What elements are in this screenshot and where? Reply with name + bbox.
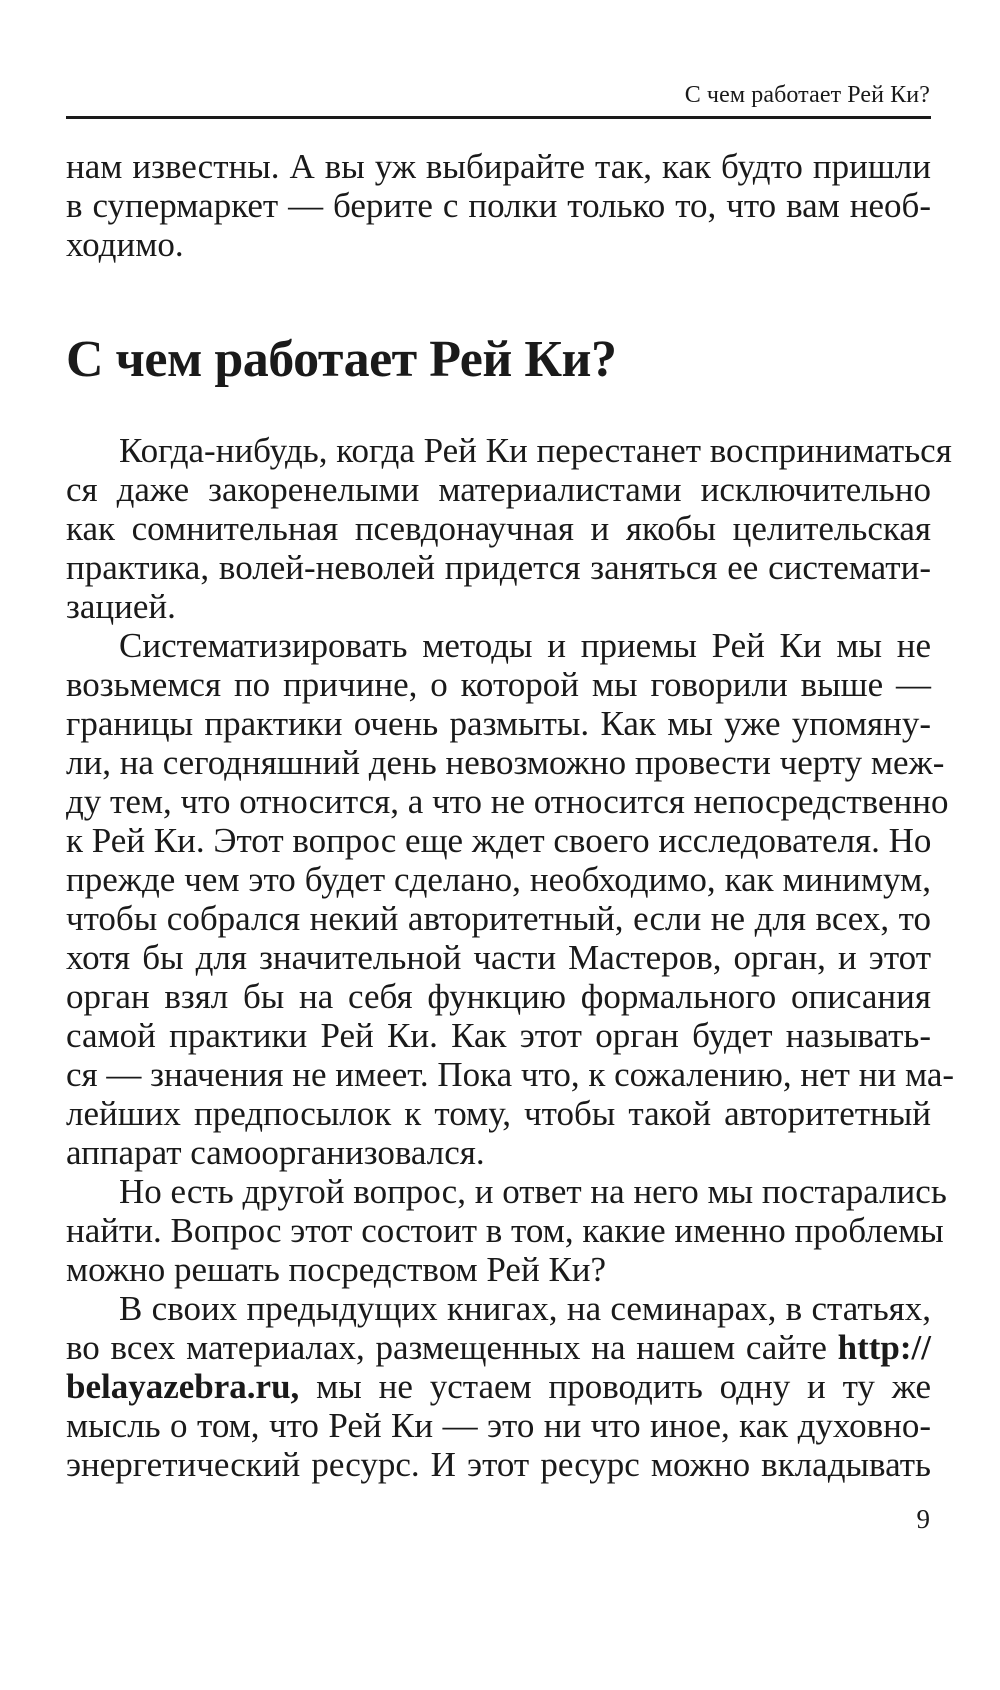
text-line: орган взял бы на себя функцию формального описания xyxy=(66,977,931,1016)
text-line: как сомнительная псевдонаучная и якобы целительская xyxy=(66,509,931,548)
text-line: можно решать посредством Рей Ки? xyxy=(66,1250,607,1289)
text-line: прежде чем это будет сделано, необходимо, как минимум, xyxy=(66,860,931,899)
text-line: Когда-нибудь, когда Рей Ки перестанет восприниматься xyxy=(119,431,952,470)
text-line: самой практики Рей Ки. Как этот орган будет называть- xyxy=(66,1016,931,1055)
text-line: найти. Вопрос этот состоит в том, какие именно проблемы xyxy=(66,1211,944,1250)
text-line: границы практики очень размыты. Как мы уже упомяну- xyxy=(66,704,931,743)
text-line: нам известны. А вы уж выбирайте так, как будто пришли xyxy=(66,147,931,186)
text-line: чтобы собрался некий авторитетный, если не для всех, то xyxy=(66,899,931,938)
text-line: к Рей Ки. Этот вопрос еще ждет своего исследователя. Но xyxy=(66,821,932,860)
text-line: практика, волей-неволей придется заняться ее системати- xyxy=(66,548,931,587)
text-line: возьмемся по причине, о которой мы говорили выше — xyxy=(66,665,931,704)
text-line: В своих предыдущих книгах, на семинарах, в статьях, xyxy=(119,1289,931,1328)
text-line: ду тем, что относится, а что не относится непосредственно xyxy=(66,782,949,821)
text-line: ся даже закоренелыми материалистами исключительно xyxy=(66,470,931,509)
text-fragment: мы не устаем проводить одну и ту же xyxy=(316,1367,932,1406)
text-line: зацией. xyxy=(66,587,176,626)
text-line xyxy=(66,1367,931,1406)
text-line: ходимо. xyxy=(66,225,184,264)
page-number: 9 xyxy=(916,1504,930,1534)
text-fragment: во всех материалах, размещенных на нашем сайте xyxy=(66,1328,827,1367)
running-header: С чем работает Рей Ки? xyxy=(684,82,930,108)
continued-paragraph xyxy=(66,147,931,264)
header-rule xyxy=(66,116,931,119)
text-line xyxy=(66,1328,931,1367)
text-line: Но есть другой вопрос, и ответ на него мы постарались xyxy=(119,1172,947,1211)
section-heading: С чем работает Рей Ки? xyxy=(66,331,617,388)
text-line: в супермаркет — берите с полки только то, что вам необ- xyxy=(66,186,931,225)
text-line: энергетический ресурс. И этот ресурс можно вкладывать xyxy=(66,1445,931,1484)
text-line: ли, на сегодняшний день невозможно провести черту меж- xyxy=(66,743,945,782)
text-line: лейших предпосылок к тому, чтобы такой авторитетный xyxy=(66,1094,931,1133)
text-line: аппарат самоорганизовался. xyxy=(66,1133,485,1172)
section-body xyxy=(66,431,955,1484)
text-line: хотя бы для значительной части Мастеров, орган, и этот xyxy=(66,938,931,977)
text-line: ся — значения не имеет. Пока что, к сожалению, нет ни ма- xyxy=(66,1055,955,1094)
text-line: Систематизировать методы и приемы Рей Ки мы не xyxy=(119,626,931,665)
text-line: мысль о том, что Рей Ки — это ни что иное, как духовно- xyxy=(66,1406,931,1445)
website-url-part2: belayazebra.ru, xyxy=(66,1367,300,1406)
website-url-part1: http:// xyxy=(837,1328,931,1367)
